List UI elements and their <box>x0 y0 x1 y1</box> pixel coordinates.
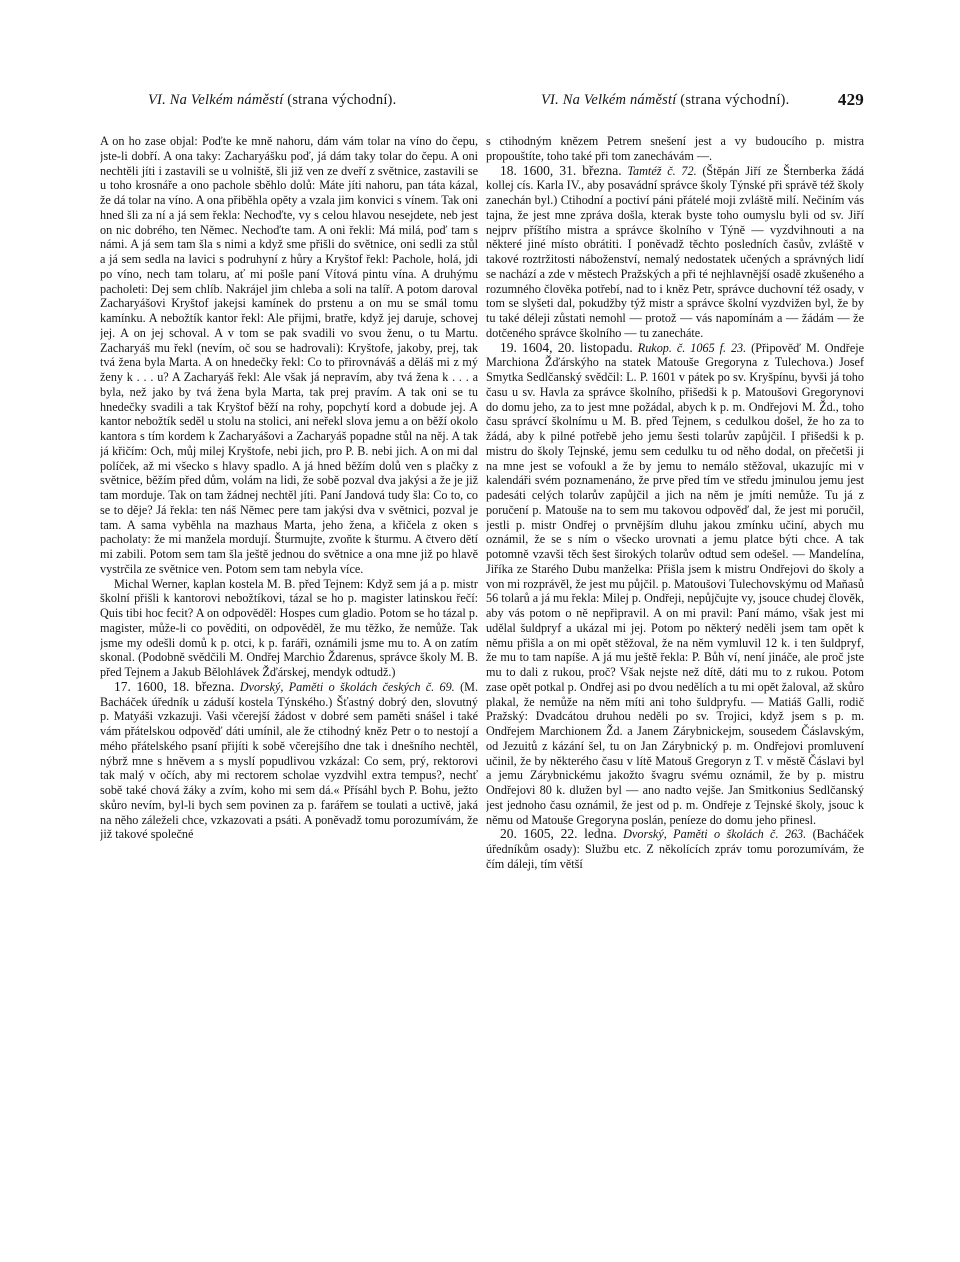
document-entry-17 <box>100 680 478 842</box>
entry-20-text: (Bacháček úředníkům osady): Službu etc. Z několících zpráv tomu porozumívám, že čím dáleji, tím větší <box>486 827 864 871</box>
testimony-werner-paragraph: Michal Werner, kaplan kostela M. B. před Tejnem: Když sem já a p. mistr školní přišli k kantorovi nebožtíkovi, tázal se ho p. magister latinskou řečí: Quis tibi hoc fecit? A on odpověděl: Hospes cum gladio. Potom se ho tázal p. magister, může-li co pověditi, on odpověděl, že mu těžko, že nemůže. Tak jsme my odešli domů k p. otci, k p. faráři, oznámili jsme mu to. A on zatím skonal. (Podobně svědčili M. Ondřej Marchio Ždarenus, správce školy M. B. před Tejnem a Jakub Bělohlávek Žďárskej, mendyk odtudž.) <box>100 576 478 679</box>
running-head-left <box>148 92 396 109</box>
entry-17-source: Dvorský, Paměti o školách českých č. 69. <box>239 679 455 694</box>
right-text-column <box>486 134 864 1224</box>
entry-20-source: Dvorský, Paměti o školách č. 263. <box>623 827 807 842</box>
continuation-paragraph: s ctihodným knězem Petrem snešení jest a vy budoucího p. mistra propouštíte, toho také při tom zanechávám —. <box>486 134 864 163</box>
entry-18-source: Tamtéž č. 72. <box>627 163 697 178</box>
entry-17-text: (M. Bacháček úředník u záduší kostela Týnského.) Šťastný dobrý den, slovutný p. Matyáši vzkazuji. Vaši včerejší žádost v dobré sem paměti snášel i také vám přátelskou odpověď dáti umínil, ale že ctihodný kněz Petr o to nestojí a mého přátelského psaní přijíti k sobě včerejšího dne tak i dnešního nechtěl, nýbrž mne s hněvem a s myslí popudlivou vzkázal: Co sem, prý, rektorovi tak malý v očích, aby mi rectorem scholae vyzdvihl extra tempus?, nechť sobě také chová žáky a zvím, koho mi sem dá.« Přísáhl bych P. Bohu, ježto skůro nevím, byl-li bych sem povinen za p. farářem se toulati a uctivě, jaká na něho záleželi chce, vzkazovati a psáti. A poněvadž tomu porozumívám, že již takové společné <box>100 679 478 842</box>
page-number: 429 <box>837 90 864 109</box>
entry-19-text: (Připověď M. Ondřeje Marchiona Žďárskýho na statek Matouše Gregoryna z Tulechova.) Josef Smytka Sedlčanský svědčil: L. P. 1601 v pátek po sv. Kryšpínu, byvši já toho času u sv. Havla za správce školního, přišedši k p. Matoušovi Gregorynovi do domu jeho, za to jest mne požádal, abych k p. m. Ondřejovi M. Žd., toho času správcí školnímu u M. B. před Tejnem, s cedulkou došel, že ho za to žádá, aby k pilné potřebě jeho jemu šesti tolarův zapůjčil. I přišedši k p. mistru do školy Tejnské, jemu sem cedulku tu od něho dodal, on přečetši ji na mne jest se vofoukl a že by jemu to nemálo stěžoval, ukazujíc mi v kalendáři svém poznamenáno, že prve před tím ve středu jminulou jemu jest padesáti celých tolarův zapůjčil a jich na něm je jmíti nemůže. Tu já z poručení p. Matouše na to sem mu takovou odpověď dal, že jest mi poručil, jestli p. mistr Ondřej o prvnějším dluhu jakou zmínku učiní, abych mu oznámil, že se s ním o všecko urovnati a jemu platce býti chce. A tak potomně vzavši těch šest širokých tolarův odtud sem odešel. — Mandelína, Jiříka ze Starého Dubu manželka: Přišla jsem k mistru Ondřejovi do školy a von mi rozprávěl, že jest mu půjčil. p. Matoušovi Tulechovskýmu od Maňasů 56 tolarů a já mu řekla: Milej p. Ondřeji, nepůjčujte vy, jsouce chudej člověk, aby vás potom o ně nepřipravil. A on mi pravil: Paní mámo, však jest mi udělal šuldpryf a ukázal mi jej. Potom po některý neděli jsem tam opět k němu přišla a on mi opět stěžoval, že na něm vymluvil 12 k. i ten šuldpryf, že mu to tam napíše. A já mu ještě řekla: P. Bůh ví, není jináče, ale proč jste mu to dali z rukou, proč? Však nejste než dítě, dáti mu to z rukou. Potom zase opět potkal p. Ondřej asi po dvou nedělích a tu mi opět žaloval, až skůro plakal, že nemůže na něm míti ani toho šuldpryfu. — Matiáš Galli, rodič Pražský: Dvadcátou druhou neděli po sv. Trojici, když jsem s p. m. Ondřejem Marchionem Žd. a Janem Zárybnickejm, sousedem Čáslavským, od Jezuitů z kázání šel, tu on Jan Zárybnický p. m. Ondřejovi promluvení učinil, že by některého času v lítě Matouš Gregoryn z T. v městě Čáslavi byl a jemu Zárybnickému jakožto švagru svému oznámil, že by p. mistru Ondřejovi 80 k. dlužen byl — ano nadto vejše. Jan Smitkonius Sedlčanský jest jednoho času oznámil, že jest od p. m. Ondřeje z Tejnské školy, jsouc k němu od Matouše Gregoryna poslán, peníeze do domu jeho přinesl. <box>486 340 864 827</box>
testimony-paragraph: A on ho zase objal: Poďte ke mně nahoru, dám vám tolar na víno do čepu, jste-li dobří. A ona taky: Zacharyášku poď, já dám taky tolar do čepu. A oni nechtěli jíti i zastavili se u volniště, šli již ven ze dveří z světnice, zastavili se u toho krosnáře a ono pachole sběhlo dolů: Máte jíti nahoru, pan táta kázal, že dá tolar na víno. A ona přiběhla opěty a vzala jim konvici s vínem. Tak oni hned šli za ní a já sem řekla: Nechoďte, vy s celou hlavou nesejdete, neb jest on nic dobrého, ten Němec. Nechoďte tam. A oni řekli: Má milá, poď tam s námi. A já sem tam šla s nimi a když sme přišli do světnice, oni sedli za stůl a já sem sedla na lavici s podruhyní z hůry a Kryštof řekl: Pachole, holá, jdi po víno, nech tam tolaru, ať mi pošle paní Vítová pintu vína. A druhýmu pacholeti: Dej sem chlíb. Nakrájel jim chleba a soli na talíř. A potom daroval Zacharyášovi Kryštof jakejsi kamínek do prstenu a on mu se smál tomu kamínku. A nebožtík kantor řekl: Ale přijmi, bratře, když jej daruje, schovej jej. A on jej schoval. A v tom se pak svadili vo svou ženu, o tu Martu. Zacharyáš mu řekl (nevím, oč sou se hadrovali): Kryštofe, jakoby, prej, tak tvá žena byla Marta. A on hnedečky řekl: Co to přirovnáváš a děláš mi z mý ženy k . . . u? A Zacharyáš řekl: Ale však já nepravím, aby tvá žena k . . . a byla, než jako by tvá žena byla Marta, tak prej pravím. A tak oni se tu hnedečky svadili a tak Kryštof běží na rohy, popchytí kord a dobude jej. A kantor nebožtík seděl u stolu na stolici, ani neřekl slova jemu a on běží okolo kantora s tím kordem k Zacharyášovi a Zacharyáš popadne stůl na něj. A tak já křičím: Och, můj milej Kryštofe, nebi jich, pro P. B. nebi jich. A on mi dal políček, až mi všecko s hlavy spadlo. A já hned běžím dolů ven s plačky z světnice, běžím před dům, volám na lidi, že sobě pozval dva jakýsi a že je již tam morduje. Tak on tam žádnej nechtěl jíti. Paní Jandová tudy šla: Co to, co se to děje? Já řekla: ten náš Němec pere tam jakýsi dva v světnici, pozval je tam. A sama vyběhla na mazhaus Marta, jeho žena, a křičela z oken s pacholaty: že mi manžela mordují. Šturmujte, zvoňte k šturmu. A čtvero dětí mi zabili. Potom sem tam šla ještě jednou do světnice a ona mne již po hlavě vystrčila ze světnice ven. Potom sem tam nebyla více. <box>100 134 478 576</box>
page-header <box>148 90 864 114</box>
document-entry-18 <box>486 164 864 341</box>
running-head-right-title: VI. Na Velkém náměstí <box>541 92 677 108</box>
entry-19-source: Rukop. č. 1065 f. 23. <box>637 340 747 355</box>
entry-19-heading: 19. 1604, 20. listopadu. <box>500 339 633 355</box>
running-head-right-subtitle: (strana východní). <box>676 92 790 108</box>
document-entry-20 <box>486 827 864 871</box>
running-head-left-subtitle: (strana východní). <box>283 92 397 108</box>
entry-20-heading: 20. 1605, 22. ledna. <box>500 826 617 842</box>
running-head-right <box>541 92 789 109</box>
entry-18-heading: 18. 1600, 31. března. <box>500 162 622 178</box>
running-head-left-title: VI. Na Velkém náměstí <box>148 92 284 108</box>
document-entry-19 <box>486 341 864 828</box>
entry-17-heading: 17. 1600, 18. března. <box>114 678 235 694</box>
entry-18-text: (Štěpán Jiří ze Šternberka žádá kollej cís. Karla IV., aby posavádní správce školy Týnské při správě též školy zanechán byl.) Ctihodní a poctiví páni přátelé moji zvláště milí. Nečiním vás tajna, že jest mne zpráva došla, kterak byste toho oumyslu byli od sv. Jiří nejprv příštího mistra a správce školního v Týně — vyzdvihnouti a na některé jiné místo obrátiti. I poněvadž těchto posledních časův, zvláště v takové roztržitosti náboženství, nemalý nedostatek učených a správných lidí se nachází a zde v městech Pražských a při té nejhlavnější osadě zkušeného a rozumného člověka potřebí, nad to i kněz Petr, správce duchovní též osady, v tom se slyšeti dal, pokudžby týž mistr a správce školní vyzdvižen byl, že by tu také déleji zůstati nemohl — protož — vás napomínám a — žádám — že dotčeného správce školního — tu zanecháte. <box>486 163 864 340</box>
left-text-column <box>100 134 478 1224</box>
